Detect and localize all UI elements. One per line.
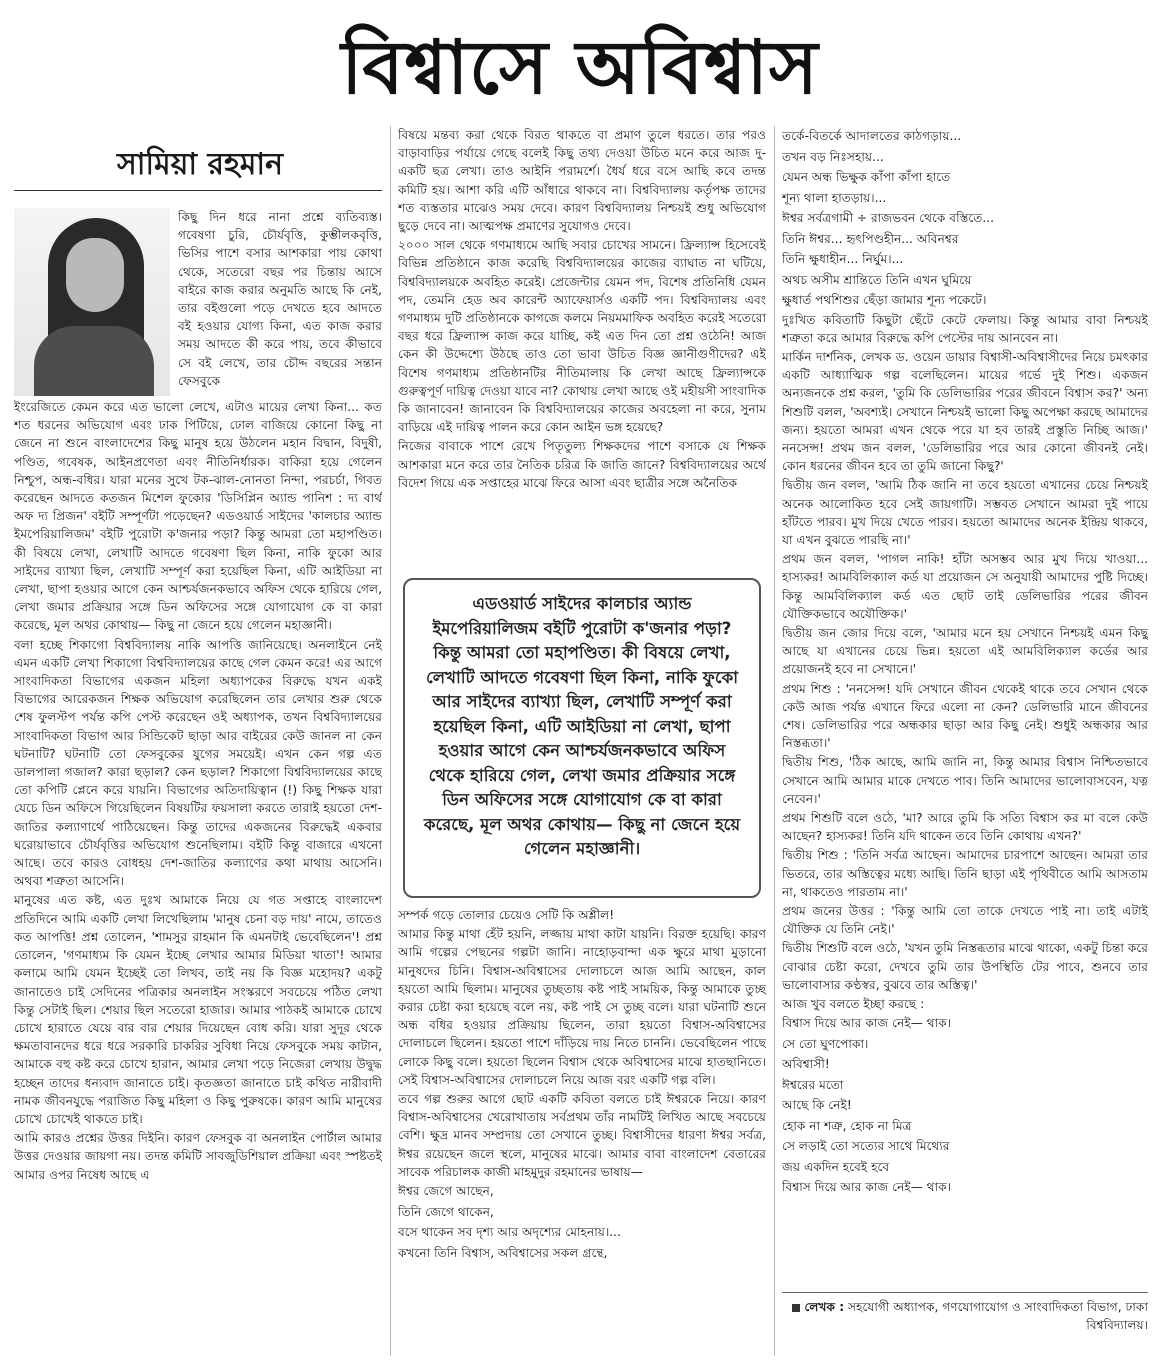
paragraph: দ্বিতীয় শিশু : 'তিনি সর্বত্র আছেন। আমাদের চারপাশে আছেন। আমরা তার ভিতরে, তার অস্তিত্বের মধ্যে আছি। তিনি ছাড়া এই পৃথিবীতে আমি আসতাম না, থাকতেও পারতাম না।' xyxy=(782,848,1148,899)
column-2-bottom xyxy=(398,906,766,1360)
poem-line: তখন বড় নিঃসহায়... xyxy=(782,149,884,164)
poem-line: ঈশ্বরের মতো xyxy=(782,1077,844,1092)
poem-line: ঈশ্বর জেগে আছেন, xyxy=(398,1184,494,1199)
poem-line: অবিশ্বাসী! xyxy=(782,1057,830,1072)
poem-line: আছে কি নেই! xyxy=(782,1098,852,1113)
poem-line: হোক না শত্রু, হোক না মিত্র xyxy=(782,1118,912,1133)
author-photo xyxy=(14,208,170,396)
paragraph: প্রথম শিশুটি বলে ওঠে, 'মা? আরে তুমি কি সত্যি বিশ্বাস কর মা বলে কেউ আছেন? হাস্যকর! তিনি যদি থাকেন তবে তিনি কোথায় এখন?' xyxy=(782,810,1148,844)
paragraph: দুঃখিত কবিতাটি কিছুটা ছেঁটে কেটে ফেলায়। কিন্তু আমার বাবা নিশ্চয়ই শত্রুতা করে আমার বিরুদ্ধে কপি পেস্টের দায় আনবেন না। xyxy=(782,312,1148,345)
poem-line: বিশ্বাস দিয়ে আর কাজ নেই— থাক। xyxy=(782,1180,952,1195)
paragraph: দ্বিতীয় জন জোর দিয়ে বলে, 'আমার মনে হয় সেখানে নিশ্চয়ই এমন কিছু আছে যা এখানের চেয়ে ভিন্ন। হয়তো এই আমবিলিক্যাল কর্ডের আর প্রয়োজনই হবে না সেখানে।' xyxy=(782,625,1148,677)
author-note xyxy=(782,1298,1148,1334)
paragraph: ইংরেজিতে কেমন করে এত ভালো লেখে, এটাও মায়ের লেখা কিনা... কত শত ধরনের অভিযোগ এবং ঢাক পিটিয়ে, ঢোল বাজিয়ে কোনো কিছু না জেনে না শুনে বাংলাদেশের কিছু মানুষ হয়ে উঠলেন মহান বিদ্বান, বিদুষী, পণ্ডিত, গবেষক, আইনপ্রণেতা এবং নীতিনির্ধারক। বাকিরা হয়ে গেলেন নিশ্চুপ, অন্ধ-বধির। যারা মনের সুখে টক-ঝাল-নোনতা নিন্দা, পরচর্চা, গিবত করেছেন আদতে কতজন মিশেল ফুকোর 'ডিসিপ্লিন অ্যান্ড পানিশ : দ্য বার্থ অফ দ্য প্রিজন' বইটি সম্পূর্ণটা পড়েছেন? এডওয়ার্ড সাইদের 'কালচার অ্যান্ড ইমপেরিয়ালিজম' বইটি পুরোটা ক'জনার পড়া? কিন্তু আমরা তো মহাপণ্ডিত। কী বিষয়ে লেখা, লেখাটি আদতে গবেষণা ছিল কিনা, নাকি ফুকো আর সাইদের ব্যাখ্যা ছিল, লেখাটি সম্পূর্ণ করা হয়েছিল কিনা, এটি আইডিয়া না লেখা, ছাপা হওয়ার আগে কেন আশ্চর্যজনকভাবে অফিস থেকে হারিয়ে গেল, লেখা জমার প্রক্রিয়ার সঙ্গে ডিন অফিসের সঙ্গে যোগাযোগ কে বা কারা করেছে, মূল অথর কোথায়— কিছু না জেনে হয়ে গেলেন মহাজ্ঞানী। xyxy=(14,400,382,633)
paragraph: আমি কারও প্রশ্নের উত্তর দিইনি। কারণ ফেসবুক বা অনলাইন পোর্টাল আমার উত্তর দেওয়ার জায়গা নয়। তদন্ত কমিটি সাবজুডিশিয়াল প্রক্রিয়া এবং স্পষ্টতই আমার ওপর নিষেধ আছে এ xyxy=(14,1131,382,1182)
paragraph: নিজের বাবাকে পাশে রেখে পিতৃতুল্য শিক্ষকদের পাশে বসাকে যে শিক্ষক আশকারা মনে করে তার নৈতিক চরিত্র কি জাতি জানে? বিশ্ববিদ্যালয়ের অর্থে বিদেশ গিয়ে এক সপ্তাহের মাঝে ফিরে আসা এবং ছাত্রীর সঙ্গে অনৈতিক xyxy=(398,439,766,490)
poem xyxy=(782,126,1148,311)
poem-line: তিনি ঈশ্বর... হৃৎপিণ্ডহীন... অবিনশ্বর xyxy=(782,231,959,246)
column-1-body xyxy=(14,398,382,1360)
author-note-text: সহযোগী অধ্যাপক, গণযোগাযোগ ও সাংবাদিকতা বিভাগ, ঢাকা বিশ্ববিদ্যালয়। xyxy=(848,1300,1148,1332)
poem-line: তিনি জেগে থাকেন, xyxy=(398,1204,494,1219)
poem-line: বিশ্বাস দিয়ে আর কাজ নেই— থাক। xyxy=(782,1016,952,1031)
paragraph: প্রথম শিশু : 'ননসেন্স! যদি সেখানে জীবন থেকেই থাকে তবে সেখান থেকে কেউ আজ পর্যন্ত এখানে ফিরে এলো না কেন? ডেলিভারি মানে জীবনের শেষ। ডেলিভারির পরে অন্ধকার ছাড়া আর কিছু নেই। শুধুই অন্ধকার আর নিস্তব্ধতা।' xyxy=(782,681,1148,751)
author-note-label: লেখক : xyxy=(804,1300,845,1314)
poem-line: কখনো তিনি বিশ্বাস, অবিশ্বাসের সকল গ্রন্থে, xyxy=(398,1245,608,1260)
paragraph: মার্কিন দার্শনিক, লেখক ড. ওয়েন ডায়ার বিশ্বাসী-অবিশ্বাসীদের নিয়ে চমৎকার একটি আধ্যাত্মিক গল্প বলেছিলেন। মায়ের গর্ভে দুই শিশু। একজন অন্যজনকে প্রশ্ন করল, 'তুমি কি ডেলিভারির পরের জীবনে বিশ্বাস কর?' অন্য শিশুটি বলল, 'অবশ্যই। সেখানে নিশ্চয়ই ভালো কিছু অপেক্ষা করছে আমাদের জন্য। হয়তো আমরা এখন থেকে পরে যা হব তারই প্রস্তুতি নিচ্ছি আজ।' ননসেন্স! প্রথম জন বলল, 'ডেলিভারির পরে আর কোনো জীবনই নেই। কোন ধরনের জীবন হবে তা তুমি জানো কিছু?' xyxy=(782,349,1148,474)
paragraph: ২০০০ সাল থেকে গণমাধ্যমে আছি সবার চোখের সামনে। ফ্রিল্যান্স হিসেবেই বিভিন্ন প্রতিষ্ঠানে কাজ করেছি বিশ্ববিদ্যালয়ের কাজের ব্যাঘাত না ঘটিয়ে, বিশ্ববিদ্যালয়কে অবহিত করেই। প্রেজেন্টার যেমন পদ, বিশেষ প্রতিনিধি যেমন পদ, তেমনি হেড অব কারেন্ট অ্যাফেয়ার্সও একটি পদ। বিশ্ববিদ্যালয় এবং গণমাধ্যম দুটি প্রতিষ্ঠানকে কাগজে কলমে নিয়মমাফিক অবহিত করেই সতেরো বছর ধরে ফ্রিল্যান্স কাজ করে যাচ্ছি, কই এত দিন তো প্রশ্ন ওঠেনি! আজ কেন কী উদ্দেশ্যে উঠছে তাও তো ভাবা উচিত বিজ্ঞ জ্ঞানীগুণীদের? এই বিশেষ গণমাধ্যম প্রতিষ্ঠানটির নীতিমালায় কি লেখা আছে ফ্রিল্যান্সকে গুরুত্বপূর্ণ দায়িত্ব দেওয়া যাবে না? কোথায় লেখা আছে ওই মহীয়সী সাংবাদিক কি জানাবেন! জানাবেন কি বিশ্ববিদ্যালয়ের কাজের অবহেলা না করে, সুনাম বাড়িয়ে এই দায়িত্ব পালন করে কোন আইন ভঙ্গ হয়েছে? xyxy=(398,238,766,435)
footer-rule xyxy=(782,1292,1148,1293)
pull-quote: এডওয়ার্ড সাইদের কালচার অ্যান্ড ইমপেরিয়ালিজম বইটি পুরোটা ক'জনার পড়া? কিন্তু আমরা তো মহাপণ্ডিত। কী বিষয়ে লেখা, লেখাটি আদতে গবেষণা ছিল কিনা, নাকি ফুকো আর সাইদের ব্যাখ্যা ছিল, লেখাটি সম্পূর্ণ করা হয়েছিল কিনা, এটি আইডিয়া না লেখা, ছাপা হওয়ার আগে কেন আশ্চর্যজনকভাবে অফিস থেকে হারিয়ে গেল, লেখা জমার প্রক্রিয়ার সঙ্গে ডিন অফিসের সঙ্গে যোগাযোগ কে বা কারা করেছে, মূল অথর কোথায়— কিছু না জেনে হয়ে গেলেন মহাজ্ঞানী। xyxy=(403,578,761,898)
poem-line: যেমন অন্ধ ভিক্ষুক কাঁপা কাঁপা হাতে xyxy=(782,170,951,184)
poem-line: জয় একদিন হবেই হবে xyxy=(782,1159,890,1174)
paragraph: প্রথম জন বলল, 'পাগল নাকি! হাঁটা অসম্ভব আর মুখ দিয়ে খাওয়া... হাস্যকর! আমবিলিক্যাল কর্ড যা প্রয়োজন সে অনুযায়ী আমাদের পুষ্টি দিচ্ছে। কিন্তু আমবিলিক্যাল কর্ড এত ছোট তাই ডেলিভারির পরের জীবন যৌক্তিকভাবে অযৌক্তিক।' xyxy=(782,552,1148,621)
byline: সামিয়া রহমান xyxy=(116,147,284,182)
poem-line: বসে থাকেন সব দৃশ্য আর অদৃশ্যের মোহনায়।... xyxy=(398,1225,621,1240)
square-bullet-icon xyxy=(792,1304,800,1312)
paragraph: কিছু দিন ধরে নানা প্রশ্নে ব্যতিব্যস্ত। গবেষণা চুরি, চৌর্যবৃত্তি, কুম্ভীলকবৃত্তি, ভিসির পাশে বসার আশকারা পায় কোথা থেকে, সতেরো বছর পর চিন্তায় আসে বাইরে কাজ করার অনুমতি আছে কি নেই, তার বইগুলো পড়ে দেখতে হবে আদতে বই হওয়ার যোগ্য কিনা, এত কাজ করার সময় আদতে কী করে পায়, তবে কীভাবে সে বই লেখে, তার চৌদ্দ বছরের সন্তান ফেসবুকে xyxy=(178,210,382,388)
paragraph: বলা হচ্ছে শিকাগো বিশ্ববিদ্যালয় নাকি আপত্তি জানিয়েছে। অনলাইনে নেই এমন একটি লেখা শিকাগো বিশ্ববিদ্যালয়ের কাছে গেল কেমন করে! এর আগে সাংবাদিকতা বিভাগের একজন মহিলা অধ্যাপকের বিরুদ্ধে যখন একই বিভাগের আরেকজন শিক্ষক অভিযোগ করেছিলেন তার লেখার শুরু থেকে শেষ ফুলস্টপ পর্যন্ত কপি পেস্ট করেছেন ওই অধ্যাপক, তখন বিশ্ববিদ্যালয়ের সাংবাদিকতা বিভাগ আর সিন্ডিকেট ছাড়া আর বাইরের কেউ জানল না কেন ঘটনাটি? ঘটনাটি তো ফেসবুকের যুগের সময়েই। এখন কেন গল্প এত ডালপালা গজাল? কারা ছড়াল? কেন ছড়াল? শিকাগো বিশ্ববিদ্যালয়ের কাছে তো কপিটি প্লেনে করে যায়নি। বিভাগের অতিদায়িত্বান (!) কিছু শিক্ষক যারা যেচে ডিন অফিসে গিয়েছিলেন বিষয়টির ফয়সালা করতে তারাই হয়তো দেশ-জাতির কল্যাণার্থে পাঠিয়েছেন। কিন্তু তাদের একজনের বিরুদ্ধেই একবার ঘরোয়াভাবে চৌর্যবৃত্তির অভিযোগ শুনেছিলাম। বইটি কিন্তু বাজারে এখনো আছে। তবে কারও বোধহয় দেশ-জাতির কল্যাণের কথা মাথায় আসেনি। অথবা শত্রুতা আসেনি। xyxy=(14,637,382,889)
paragraph: দ্বিতীয় শিশুটি বলে ওঠে, 'যখন তুমি নিস্তব্ধতার মাঝে থাকো, একটু চিন্তা করে বোঝার চেষ্টা করো, দেখবে তুমি তার উপস্থিতি টের পাবে, শুনবে তার ভালোবাসার কণ্ঠস্বর, বুঝবে তার অস্তিত্ব।' xyxy=(782,941,1148,992)
poem-line: তর্কে-বিতর্কে আদালতের কাঠগড়ায়... xyxy=(782,129,962,143)
poem-line: ঈশ্বর সর্বত্রগামী ÷ রাজভবন থেকে বস্তিতে... xyxy=(782,211,995,225)
author-portrait-body xyxy=(34,326,154,396)
paragraph: আমার কিন্তু মাথা হেঁট হয়নি, লজ্জায় মাথা কাটা যায়নি। বিরক্ত হয়েছি। কারণ আমি গল্পের পেছনের গল্পটা জানি। নাহোড়বান্দা এক ক্ষুরে মাথা মুড়ানো মানুষদের চিনি। বিশ্বাস-অবিশ্বাসের দোলাচলে আজ আমি আছেন, কাল হয়তো আমি ছিলাম। মানুষের তুচ্ছতায় কষ্ট পাই সাময়িক, কিন্তু আমাকে তুচ্ছ করার চেষ্টা করা হয়েছে বলে নয়, কষ্ট পাই সে তুচ্ছ বলে। যারা ঘটনাটি শুনে অন্ধ বধির হওয়ার প্রক্রিয়ায় ছিলেন, তারা হয়তো বিশ্বাস-অবিশ্বাসের দোলাচলে ছিলেন। হয়তো পাশে দাঁড়িয়ে দায় নিতে চাননি। ভেবেছিলেন পাছে লোকে কিছু বলে। হয়তো ছিলেন বিশ্বাস থেকে অবিশ্বাসের মাঝে হাতছানিতে। সেই বিশ্বাস-অবিশ্বাসের দোলাচলে নিয়ে আজ বরং একটি গল্প বলি। xyxy=(398,927,766,1087)
column-2-top xyxy=(398,126,766,576)
column-1-top xyxy=(178,208,382,398)
paragraph: দ্বিতীয় শিশু, 'ঠিক আছে, আমি জানি না, কিন্তু আমার বিশ্বাস নিশ্চিতভাবে সেখানে আমি আমার মাকে দেখতে পাব। তিনি আমাদের ভালোবাসবেন, যত্ন নেবেন।' xyxy=(782,755,1148,806)
poem-line: শূন্য থালা হাতড়ায়।... xyxy=(782,190,887,205)
paragraph: প্রথম জনের উত্তর : 'কিন্তু আমি তো তাকে দেখতে পাই না। তাই এটাই যৌক্তিক যে তিনি নেই।' xyxy=(782,904,1148,937)
column-3 xyxy=(782,126,1148,1286)
paragraph: মানুষের এত কষ্ট, এত দুঃখ আমাকে নিয়ে যে গত সপ্তাহে বাংলাদেশ প্রতিদিনে আমি একটি লেখা লিখেছিলাম 'মানুষ চেনা বড় দায়' নামে, তাতেও কত আপত্তি! প্রশ্ন তোলেন, 'শামসুর রাহমান কি এমনটাই ভেবেছিলেন'! প্রশ্ন তোলেন, 'গণমাধ্যম কি যেমন ইচ্ছে লেখার আমার মিডিয়া খাতা'! আমার কলামে আমি যেমন ইচ্ছেই তো লিখব, তাই নয় কি বিজ্ঞ মহোদয়? একটু জানাতেও চাই সেদিনের পত্রিকার অনলাইন সংস্করণে সবচেয়ে পঠিত লেখা কিন্তু সেটাই ছিল। শেয়ার ছিল সতেরো হাজার। আমার পাঠকই আমাকে চোখে চোখে হারাতে যেয়ে বার বার শেয়ার দিয়েছেন বোধ করি। যারা সুদূর থেকে ক্ষমতাবানদের ধরে ধরে সরকারি চাকরির সুবিধা নিয়ে ফেসবুকে সময় কাটান, আমাকে বহু কষ্ট করে চোখে হারান, আমার লেখা পড়ে নিজেরা লেখায় উদ্বুদ্ধ হচ্ছেন তাদের ধন্যবাদ জানাতে চাই। কৃতজ্ঞতা জানাতে চাই কথিত নারীবাদী নামক জীবনযুদ্ধে পরাজিত কিছু মহিলা ও কিছু পুরুষকে। কারণ আমি মানুষের চোখে চোখেই থাকতে চাই। xyxy=(14,893,382,1126)
poem-line: তিনি ক্ষুধাহীন... নির্ঘুম।... xyxy=(782,252,904,266)
byline-rule xyxy=(14,190,382,191)
closing-poem xyxy=(782,1013,1148,1198)
poem-line: সে তো ঘুণপোকা। xyxy=(782,1036,869,1051)
paragraph: সম্পর্ক গড়ে তোলার চেয়েও সেটি কি অশ্লীল! xyxy=(398,908,615,922)
paragraph: বিষয়ে মন্তব্য করা থেকে বিরত থাকতে বা প্রমাণ তুলে ধরতে। তার পরও বাড়াবাড়ির পর্যায়ে গেছে বলেই কিছু তথ্য দেওয়া উচিত মনে করে আজ দু-একটি ছত্র লেখা। তাও আইনি পরামর্শে। ধৈর্য ধরে বসে আছি কবে তদন্ত কমিটি হয়। আশা করি এটি আঁধারে থাকবে না। বিশ্ববিদ্যালয় কর্তৃপক্ষ তাদের শত ব্যস্ততার মাঝেও সময় দেবে। কারণ বিশ্ববিদ্যালয় নিশ্চয়ই শুধু অভিযোগ ছুড়ে দেবে না। আত্মপক্ষ প্রমাণের সুযোগও দেবে। xyxy=(398,128,766,234)
column-divider xyxy=(774,126,775,1356)
author-portrait-face xyxy=(66,238,124,312)
column-divider xyxy=(390,126,391,1356)
poem-line: অথচ অসীম শ্রান্তিতে তিনি এখন ঘুমিয়ে xyxy=(782,272,972,287)
paragraph: দ্বিতীয় জন বলল, 'আমি ঠিক জানি না তবে হয়তো এখানের চেয়ে নিশ্চয়ই অনেক আলোকিত হবে সেই জায়গাটি। সম্ভবত সেখানে আমরা দুই পায়ে হাঁটতে পারব। মুখ দিয়ে খেতে পারব। হয়তো আমাদের অনেক ইন্দ্রিয় থাকবে, যা এখন বুঝতে পারছি না।' xyxy=(782,478,1148,547)
headline: বিশ্বাসে অবিশ্বাস xyxy=(341,25,819,111)
paragraph: তবে গল্প শুরুর আগে ছোট একটি কবিতা বলতে চাই ঈশ্বরকে নিয়ে। কারণ বিশ্বাস-অবিশ্বাসের খেরোখাতায় সর্বপ্রথম তাঁর নামটিই লিখিত আছে সবচেয়ে বেশি। ক্ষুদ্র মানব সম্প্রদায় তো সেখানে তুচ্ছ। বিশ্বাসীদের ধারণা ঈশ্বর সর্বত্র, ঈশ্বর রয়েছেন জলে স্থলে, মানুষের মাঝে। আমার বাবা বাংলাদেশ বেতারের সাবেক পরিচালক কাজী মাহমুদুর রহমানের ভাষায়— xyxy=(398,1092,766,1179)
poem-line: ক্ষুধার্ত পথশিশুর ছেঁড়া জামার শূন্য পকেটে। xyxy=(782,293,987,307)
poem xyxy=(398,1181,766,1263)
paragraph: আজ খুব বলতে ইচ্ছা করছে : xyxy=(782,997,925,1012)
poem-line: সে লড়াই তো সত্যের সাথে মিথ্যের xyxy=(782,1139,950,1154)
